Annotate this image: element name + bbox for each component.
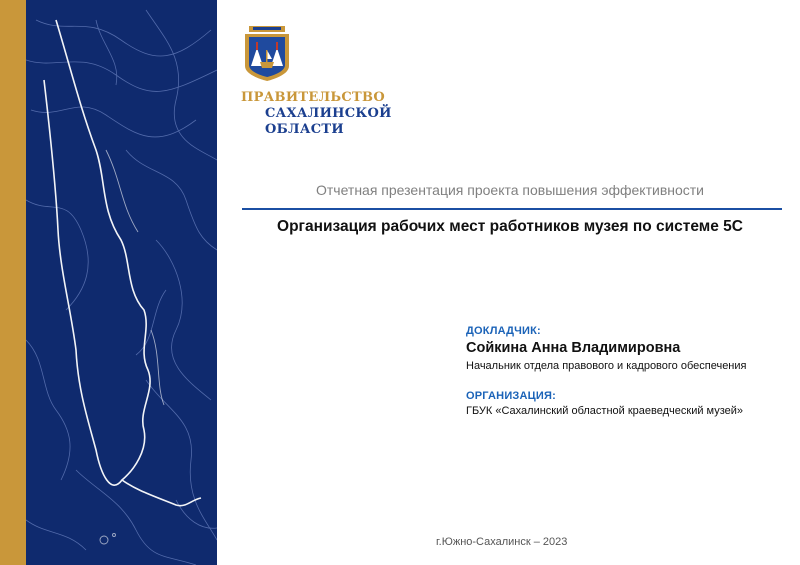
coat-of-arms-icon [241, 26, 293, 82]
government-line-2: САХАЛИНСКОЙ [265, 106, 392, 121]
speaker-position: Начальник отдела правового и кадрового обеспечения [466, 360, 747, 372]
title-divider [242, 208, 782, 210]
organization-label: ОРГАНИЗАЦИЯ: [466, 390, 556, 402]
presentation-title: Организация рабочих мест работников музея по системе 5С [277, 218, 743, 235]
government-logo-text [241, 90, 392, 138]
presentation-subtitle: Отчетная презентация проекта повышения эффективности [315, 182, 705, 198]
info-block [466, 325, 786, 417]
government-line-1: ПРАВИТЕЛЬСТВО [241, 90, 385, 105]
sakhalin-emblem [241, 26, 293, 82]
footer-city-year: г.Южно-Сахалинск – 2023 [436, 536, 568, 548]
speaker-label: ДОКЛАДЧИК: [466, 325, 541, 337]
speaker-name: Сойкина Анна Владимировна [466, 340, 681, 356]
gold-side-strip [0, 0, 26, 565]
organization-name: ГБУК «Сахалинский областной краеведческий музей» [466, 405, 744, 417]
sakhalin-map-panel [26, 0, 217, 565]
topographic-map-illustration [26, 0, 217, 565]
government-line-3: ОБЛАСТИ [265, 122, 344, 137]
